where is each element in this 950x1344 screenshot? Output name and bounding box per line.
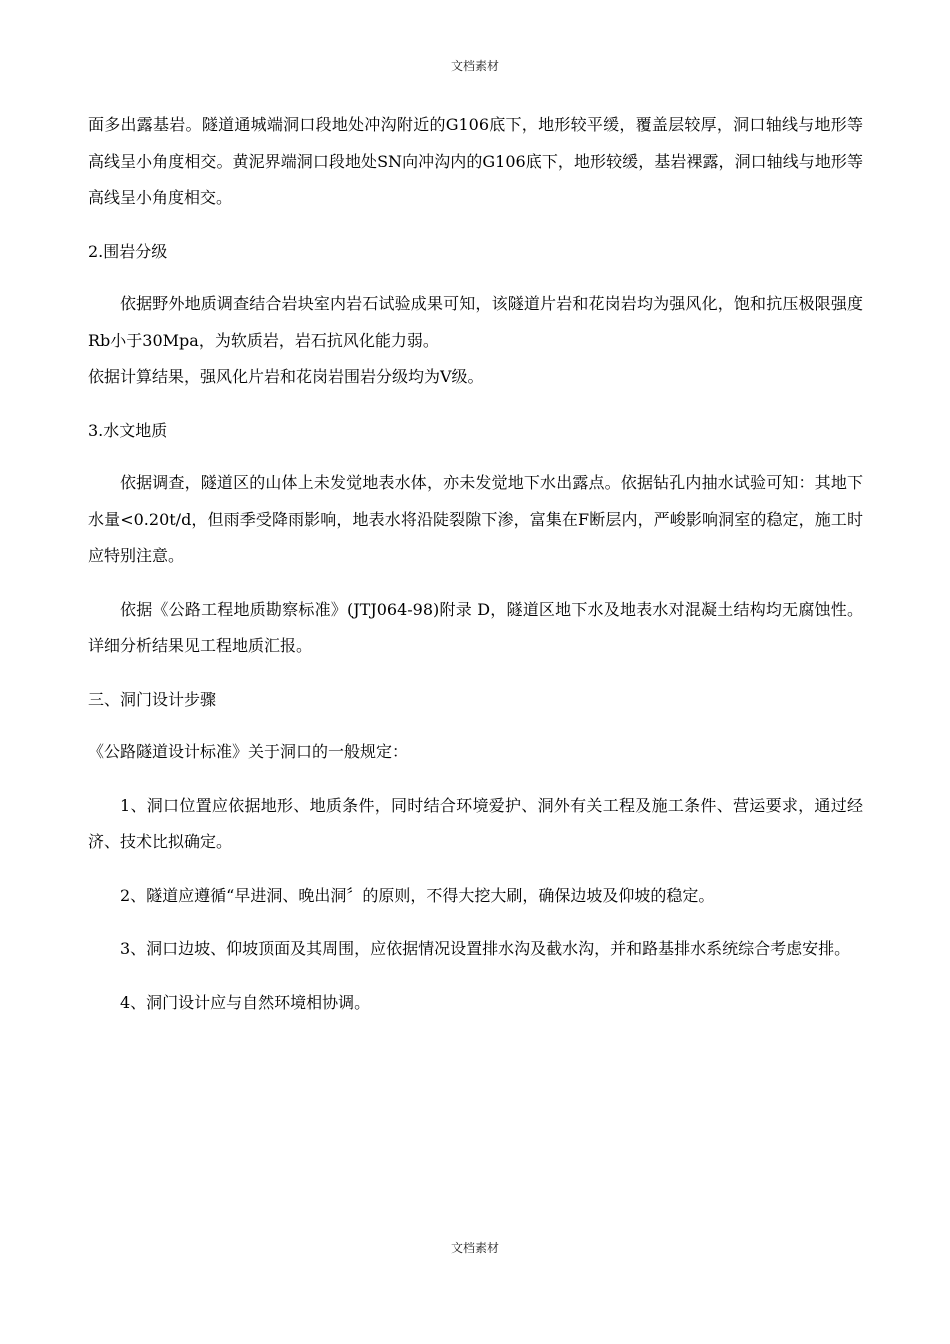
paragraph-standard-intro: 《公路隧道设计标准》关于洞口的一般规定：	[88, 742, 409, 761]
document-body	[88, 107, 863, 1038]
section-heading-portal-design: 三、洞门设计步骤	[88, 689, 217, 709]
section-heading-hydrogeology: 3.水文地质	[88, 420, 168, 440]
page-header: 文档素材	[450, 59, 499, 73]
paragraph-rock-strength: 依据野外地质调查结合岩块室内岩石试验成果可知，该隧道片岩和花岗岩均为强风化，饱和抗压极限强度Rb小于30Mpa，为软质岩，岩石抗风化能力弱。	[88, 294, 863, 350]
list-item-rule-3: 3、洞口边坡、仰坡顶面及其周围，应依据情况设置排水沟及截水沟，并和路基排水系统综合考虑安排。	[120, 939, 851, 958]
page-footer: 文档素材	[450, 1241, 499, 1255]
paragraph-corrosion: 依据《公路工程地质勘察标准》(JTJ064-98)附录 D，隧道区地下水及地表水对混凝土结构均无腐蚀性。详细分析结果见工程地质汇报。	[88, 599, 863, 655]
list-item-rule-1: 1、洞口位置应依据地形、地质条件，同时结合环境爱护、洞外有关工程及施工条件、营运要求，通过经济、技术比拟确定。	[88, 795, 863, 851]
paragraph-groundwater: 依据调查，隧道区的山体上未发觉地表水体，亦未发觉地下水出露点。依据钻孔内抽水试验可知：其地下水量<0.20t/d，但雨季受降雨影响，地表水将沿陡裂隙下渗，富集在F断层内，严峻影响洞室的稳定，施工时应特别注意。	[88, 473, 863, 565]
paragraph-portal-terrain: 面多出露基岩。隧道通城端洞口段地处冲沟附近的G106底下，地形较平缓，覆盖层较厚，洞口轴线与地形等高线呈小角度相交。黄泥界端洞口段地处SN向冲沟内的G106底下，地形较缓，基岩裸露，洞口轴线与地形等高线呈小角度相交。	[88, 115, 863, 207]
list-item-rule-4: 4、洞门设计应与自然环境相协调。	[120, 992, 371, 1012]
paragraph-rock-grade: 依据计算结果，强风化片岩和花岗岩围岩分级均为Ⅴ级。	[88, 367, 484, 386]
section-heading-rock-classification: 2.围岩分级	[88, 241, 168, 261]
list-item-rule-2: 2、隧道应遵循“早进洞、晚出洞〞的原则，不得大挖大刷，确保边坡及仰坡的稳定。	[120, 885, 715, 905]
